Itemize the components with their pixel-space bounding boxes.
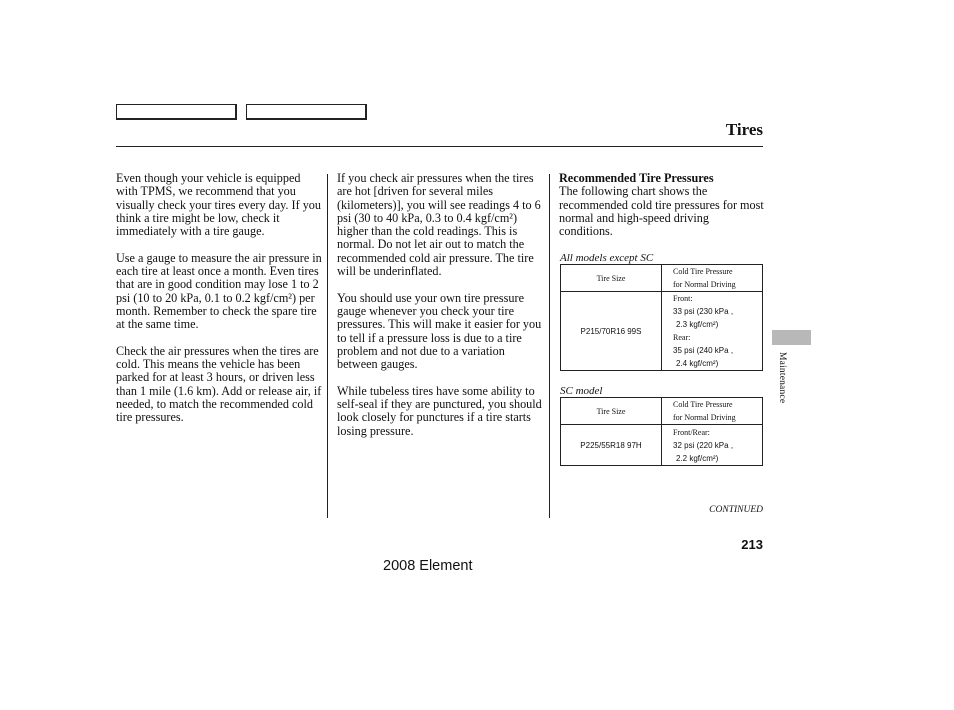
paragraph: If you check air pressures when the tires are hot [driven for several miles (kilometers)], you will see readings 4 to 6 psi (30 to 40 kPa, 0.3 to 0.4 kgf/cm²) higher than the cold readings. This is normal. Do not let air out to match the recommended cold air pressure. The tire will be underinflated. xyxy=(337,171,541,279)
column-divider xyxy=(549,174,550,518)
footer-model: 2008 Element xyxy=(383,558,473,574)
page-number: 213 xyxy=(741,537,763,552)
table-caption: All models except SC xyxy=(560,252,654,264)
rear-label: Rear: xyxy=(673,333,691,342)
front-value: 2.3 kgf/cm²) xyxy=(676,320,719,329)
paragraph: While tubeless tires have some ability to self-seal if they are punctured, you should look closely for punctures if a tire starts losing pressure. xyxy=(337,383,542,438)
header-tire-size: Tire Size xyxy=(561,398,662,425)
front-label: Front: xyxy=(673,294,693,303)
paragraph: Use a gauge to measure the air pressure in each tire at least once a month. Even tires that are in good condition may lose 1 to 2 psi (10 to 20 kPa, 0.1 to 0.2 kgf/cm²) per month. Remember to check the spare tire at the same time. xyxy=(116,250,322,332)
tire-size-cell: P225/55R18 97H xyxy=(561,425,662,466)
middle-column xyxy=(337,172,543,451)
header-line: Cold Tire Pressure xyxy=(673,400,733,409)
rear-value: 2.4 kgf/cm²) xyxy=(676,359,719,368)
pressure-cell xyxy=(662,425,763,466)
header-tire-size: Tire Size xyxy=(561,265,662,292)
front-rear-value: 32 psi (220 kPa , xyxy=(673,440,734,450)
section-tab-marker xyxy=(772,330,811,345)
front-value: 33 psi (230 kPa , xyxy=(673,307,734,316)
left-column xyxy=(116,172,322,438)
rear-value: 35 psi (240 kPa , xyxy=(673,346,734,355)
header-line: for Normal Driving xyxy=(673,413,736,422)
header-divider xyxy=(116,146,763,147)
tire-pressure-table-all-models xyxy=(560,264,763,371)
paragraph: Check the air pressures when the tires are cold. This means the vehicle has been parked for at least 3 hours, or driven less than 1 mile (1.6 km). Add or release air, if needed, to match the recommended cold tire pressures. xyxy=(116,343,322,425)
front-rear-label: Front/Rear: xyxy=(673,427,710,437)
header-line: Cold Tire Pressure xyxy=(673,267,733,276)
tire-size-cell: P215/70R16 99S xyxy=(561,292,662,371)
page-title: Tires xyxy=(725,120,763,139)
header-cold-pressure xyxy=(662,398,763,425)
paragraph: Even though your vehicle is equipped with TPMS, we recommend that you visually check your tires every day. If you think a tire might be low, check it immediately with a tire gauge. xyxy=(116,171,321,239)
header-line: for Normal Driving xyxy=(673,280,736,289)
section-tab-label: Maintenance xyxy=(777,352,787,404)
paragraph: The following chart shows the recommended cold tire pressures for most normal and high-speed driving conditions. xyxy=(559,184,764,239)
continued-label: CONTINUED xyxy=(709,505,763,515)
nav-button-next[interactable] xyxy=(246,104,367,120)
right-column xyxy=(559,172,765,238)
front-rear-value: 2.2 kgf/cm²) xyxy=(676,453,719,463)
table-caption: SC model xyxy=(560,385,603,397)
header-cold-pressure xyxy=(662,265,763,292)
section-heading: Recommended Tire Pressures xyxy=(559,171,714,185)
paragraph: You should use your own tire pressure gauge whenever you check your tire pressures. This will make it easier for you to tell if a pressure loss is due to a tire problem and not due to a variation between gauges. xyxy=(337,290,542,372)
nav-button-previous[interactable] xyxy=(116,104,237,120)
column-divider xyxy=(327,174,328,518)
tire-pressure-table-sc-model xyxy=(560,397,763,466)
pressure-cell xyxy=(662,292,763,371)
